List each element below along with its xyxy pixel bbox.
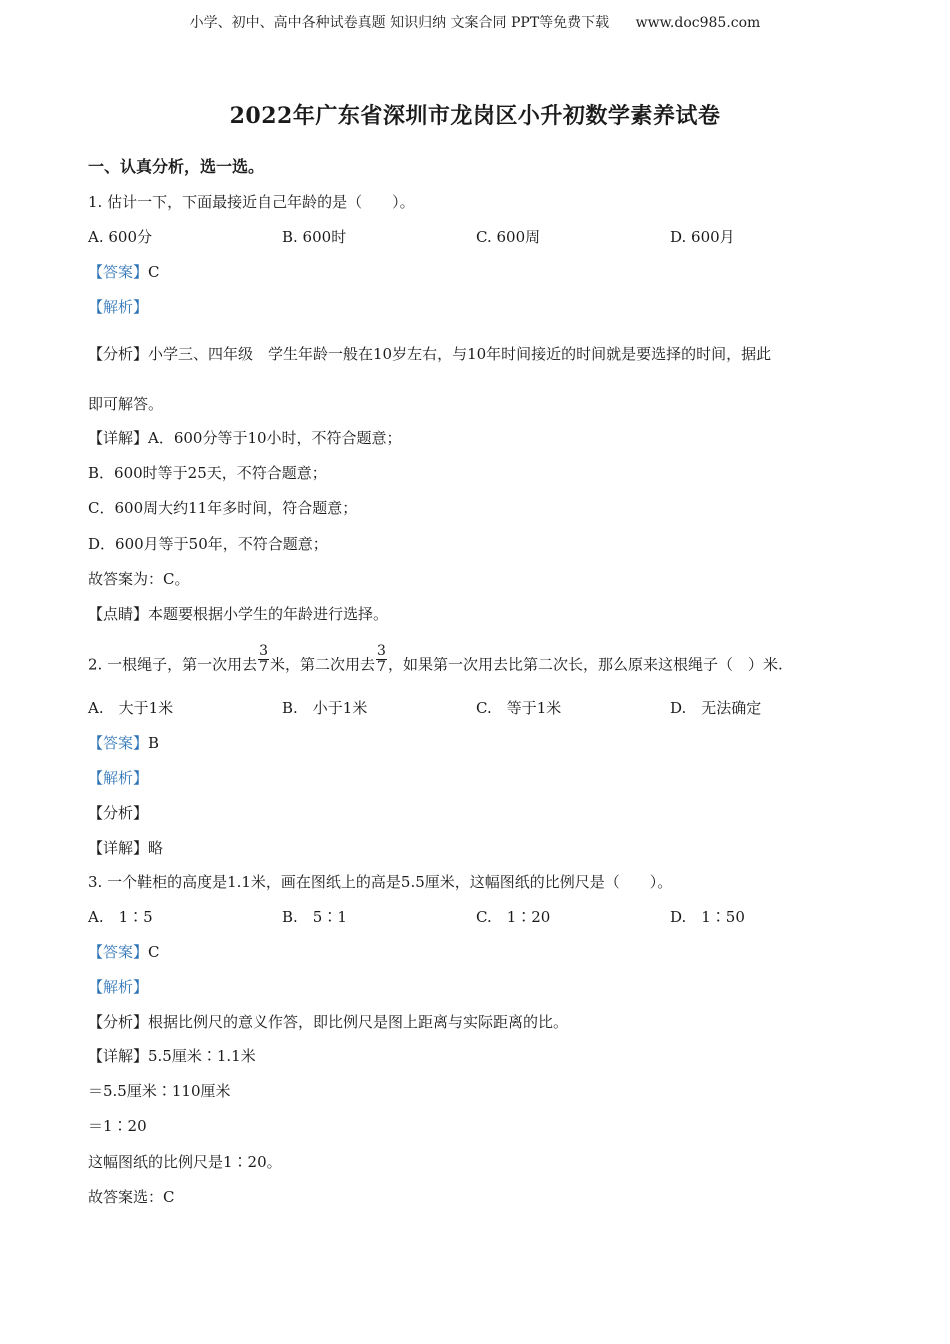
page-title: 2022年广东省深圳市龙岗区小升初数学素养试卷 bbox=[229, 103, 721, 129]
q3-detail-3: ＝1∶20 bbox=[88, 1117, 147, 1135]
fraction-second-use bbox=[376, 644, 387, 675]
q2-stem bbox=[88, 643, 783, 681]
answer-value: C bbox=[148, 263, 160, 281]
q3-detail-4: 这幅图纸的比例尺是1∶20。 bbox=[88, 1153, 282, 1171]
page-header bbox=[0, 12, 950, 32]
q3-option-a: A. 1∶5 bbox=[88, 908, 153, 926]
answer-tag: 【答案】 bbox=[88, 263, 149, 281]
q1-analysis-line2: 即可解答。 bbox=[88, 395, 164, 413]
q1-answer bbox=[88, 262, 160, 282]
q1-jiexi-tag: 【解析】 bbox=[88, 298, 149, 316]
q1-option-c: C. 600周 bbox=[476, 228, 541, 246]
q2-option-c: C. 等于1米 bbox=[476, 699, 562, 717]
q1-conclusion: 故答案为：C。 bbox=[88, 570, 190, 588]
header-site-link[interactable]: www.doc985.com bbox=[635, 15, 761, 31]
q2-stem-part-c: ，如果第一次用去比第二次长，那么原来这根绳子（ ）米. bbox=[387, 655, 783, 674]
q1-detail-3: C．600周大约11年多时间，符合题意； bbox=[88, 499, 358, 517]
answer-tag: 【答案】 bbox=[88, 734, 149, 752]
q1-option-b: B. 600时 bbox=[282, 228, 347, 246]
q3-detail-1: 【详解】5.5厘米∶1.1米 bbox=[88, 1047, 256, 1065]
q2-detail: 【详解】略 bbox=[88, 839, 164, 857]
fraction-first-use bbox=[258, 644, 269, 675]
q1-detail-1: 【详解】A．600分等于10小时，不符合题意； bbox=[88, 429, 402, 447]
q2-jiexi-tag: 【解析】 bbox=[88, 769, 149, 787]
q3-answer bbox=[88, 942, 160, 962]
q2-analysis: 【分析】 bbox=[88, 804, 149, 822]
q3-option-d: D. 1∶50 bbox=[670, 908, 745, 926]
q3-detail-2: ＝5.5厘米∶110厘米 bbox=[88, 1082, 231, 1100]
q3-conclusion: 故答案选：C bbox=[88, 1188, 175, 1206]
q1-stem: 1. 估计一下，下面最接近自己年龄的是（ ）。 bbox=[88, 193, 415, 211]
q3-jiexi-tag: 【解析】 bbox=[88, 978, 149, 996]
answer-value: B bbox=[148, 734, 160, 752]
q1-analysis-line1: 【分析】小学三、四年级 学生年龄一般在10岁左右，与10年时间接近的时间就是要选择的时间，据此 bbox=[88, 345, 772, 363]
section-heading: 一、认真分析，选一选。 bbox=[88, 157, 265, 176]
q1-detail-2: B．600时等于25天，不符合题意； bbox=[88, 464, 327, 482]
q2-stem-part-a: 2. 一根绳子，第一次用去 bbox=[88, 655, 258, 674]
q3-option-c: C. 1∶20 bbox=[476, 908, 551, 926]
q2-option-d: D. 无法确定 bbox=[670, 699, 762, 717]
header-text: 小学、初中、高中各种试卷真题 知识归纳 文案合同 PPT等免费下载 bbox=[189, 15, 610, 31]
fraction-denominator: 7 bbox=[377, 659, 386, 675]
q3-stem: 3. 一个鞋柜的高度是1.1米，画在图纸上的高是5.5厘米，这幅图纸的比例尺是（ ）。 bbox=[88, 873, 673, 891]
answer-tag: 【答案】 bbox=[88, 943, 149, 961]
q3-analysis: 【分析】根据比例尺的意义作答，即比例尺是图上距离与实际距离的比。 bbox=[88, 1013, 569, 1031]
q2-stem-part-b: 米，第二次用去 bbox=[270, 655, 376, 674]
q2-option-b: B. 小于1米 bbox=[282, 699, 368, 717]
q2-answer bbox=[88, 733, 159, 753]
q1-option-d: D. 600月 bbox=[670, 228, 735, 246]
fraction-denominator: 7 bbox=[259, 659, 269, 675]
fraction-numerator: 3 bbox=[377, 643, 386, 659]
q1-comment: 【点睛】本题要根据小学生的年龄进行选择。 bbox=[88, 605, 389, 623]
answer-value: C bbox=[148, 943, 160, 961]
fraction-numerator: 3 bbox=[259, 643, 269, 659]
q2-option-a: A. 大于1米 bbox=[88, 699, 174, 717]
q1-option-a: A. 600分 bbox=[88, 228, 152, 246]
q3-option-b: B. 5∶1 bbox=[282, 908, 347, 926]
q1-detail-4: D．600月等于50年，不符合题意； bbox=[88, 535, 328, 553]
